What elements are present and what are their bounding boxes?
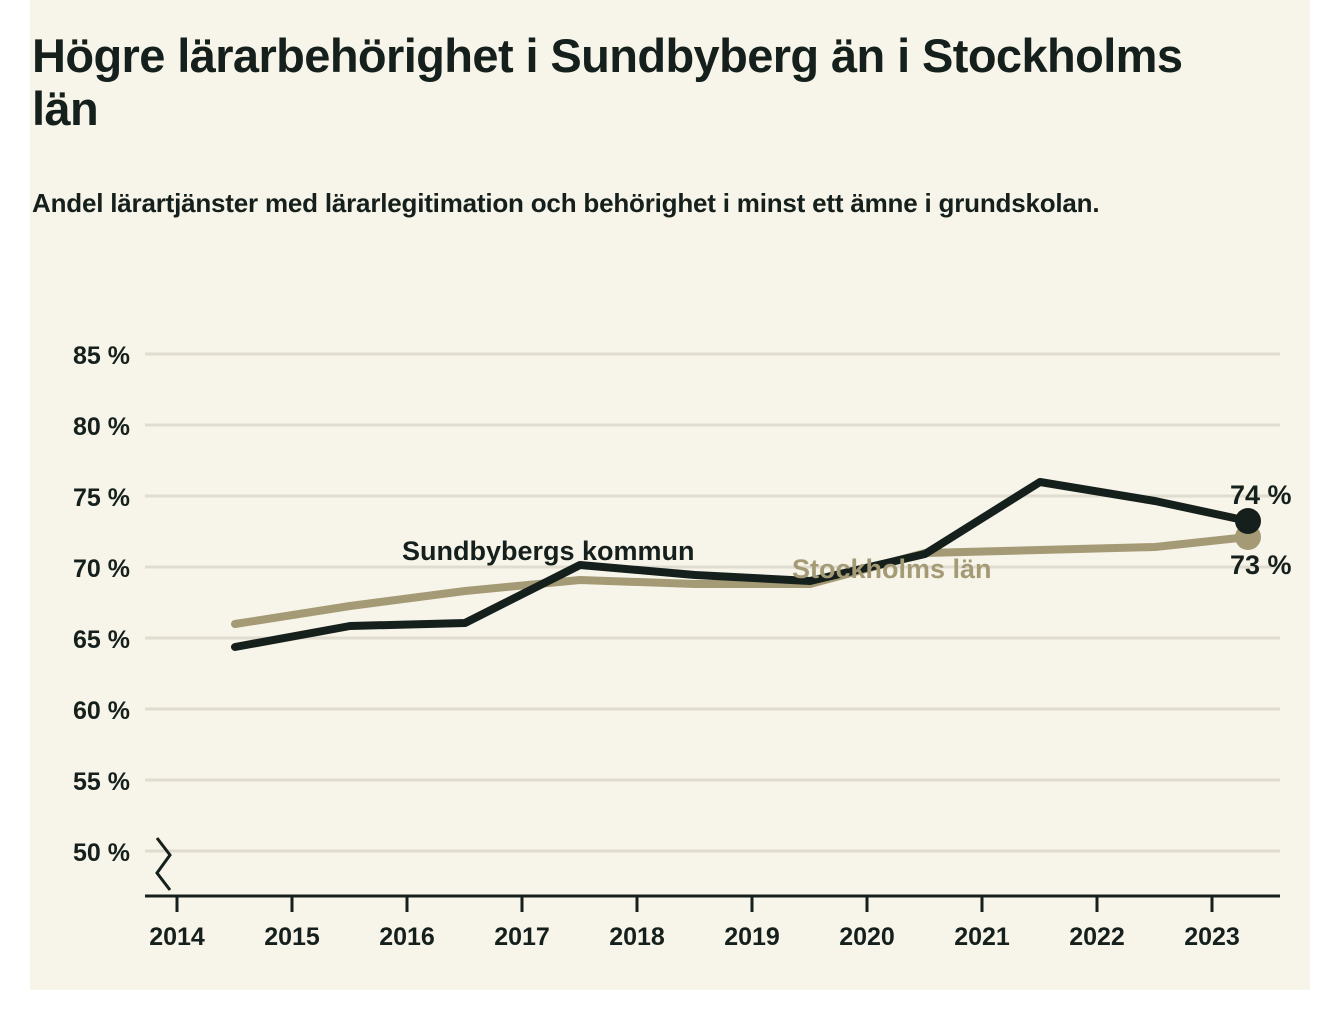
- y-tick-label: 80 %: [73, 413, 130, 441]
- y-tick-label: 55 %: [73, 768, 130, 796]
- x-axis-ticks: [149, 896, 1240, 951]
- y-tick-label: 65 %: [73, 626, 130, 654]
- y-tick-label: 85 %: [73, 342, 130, 370]
- y-axis-ticks: [73, 342, 130, 867]
- gridlines: [145, 354, 1280, 851]
- x-tick-label: 2014: [149, 923, 205, 951]
- x-tick-label: 2016: [379, 923, 435, 951]
- series-line-sundbybergs-kommun: [235, 482, 1248, 647]
- series-label-sundbybergs-kommun: Sundbybergs kommun: [402, 536, 695, 566]
- series-endpoint-sundbybergs-kommun: [1235, 508, 1261, 534]
- x-tick-label: 2022: [1069, 923, 1125, 951]
- line-chart-svg: [30, 310, 1310, 960]
- chart-card: [30, 0, 1310, 990]
- chart-subtitle: Andel lärartjänster med lärarlegitimation och behörighet i minst ett ämne i grundskolan.: [32, 188, 1100, 218]
- y-tick-label: 75 %: [73, 484, 130, 512]
- axis-break-icon: [157, 838, 170, 890]
- end-value-stockholms-lan: 73 %: [1230, 550, 1292, 580]
- y-tick-label: 60 %: [73, 697, 130, 725]
- y-tick-label: 50 %: [73, 839, 130, 867]
- x-tick-label: 2017: [494, 923, 550, 951]
- end-value-sundbybergs-kommun: 74 %: [1230, 480, 1292, 510]
- series-label-stockholms-lan: Stockholms län: [792, 554, 992, 584]
- x-tick-label: 2021: [954, 923, 1010, 951]
- y-tick-label: 70 %: [73, 555, 130, 583]
- x-tick-label: 2020: [839, 923, 895, 951]
- x-tick-label: 2018: [609, 923, 665, 951]
- chart-plot-area: [30, 310, 1310, 960]
- page-title: Högre lärarbehörighet i Sundbyberg än i Stockholms län: [32, 29, 1183, 135]
- x-tick-label: 2023: [1184, 923, 1240, 951]
- x-tick-label: 2015: [264, 923, 320, 951]
- x-tick-label: 2019: [724, 923, 780, 951]
